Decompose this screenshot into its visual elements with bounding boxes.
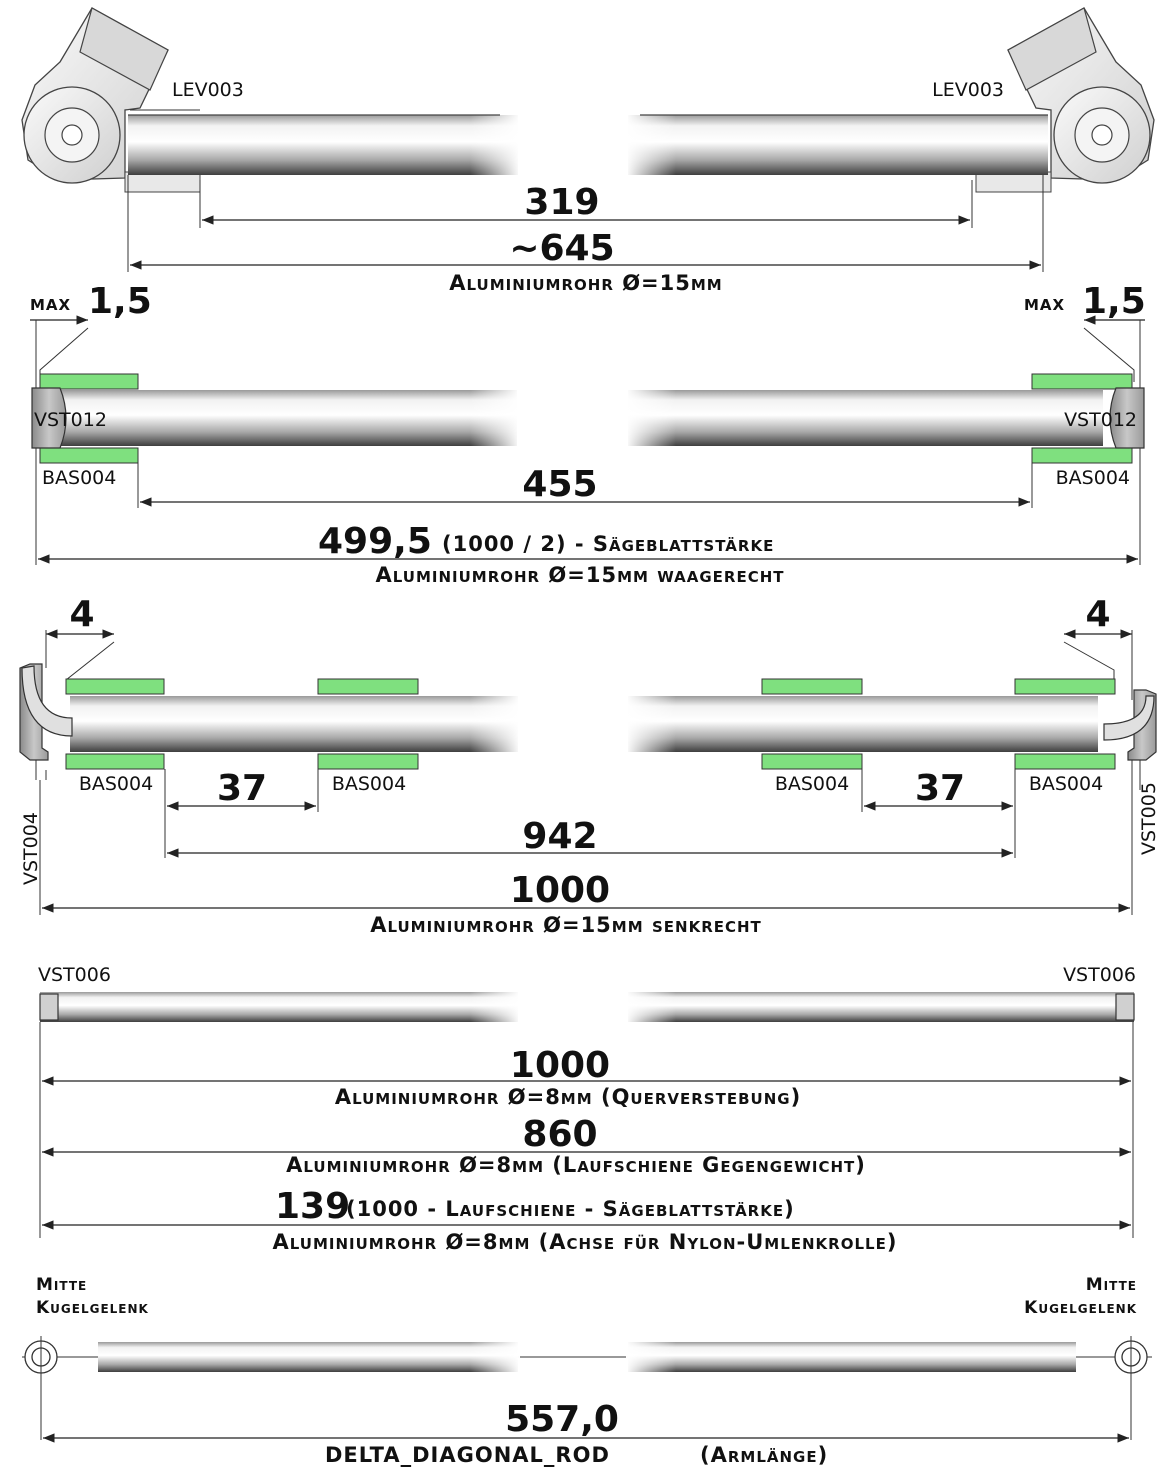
caption-section-4-1: Aluminiumrohr Ø=8mm (Querverstebung) bbox=[334, 1085, 802, 1109]
end-fitting-left bbox=[20, 664, 72, 780]
lev003-label-right: LEV003 bbox=[932, 79, 1004, 101]
offset-4-left: 4 bbox=[69, 594, 95, 635]
bushing-3-top-3 bbox=[762, 679, 862, 694]
caption-section-1: Aluminiumrohr Ø=15mm bbox=[449, 271, 723, 295]
vst006-label-left: VST006 bbox=[38, 964, 111, 986]
max-value-left: 1,5 bbox=[88, 281, 152, 322]
dim-942: 942 bbox=[522, 816, 598, 857]
bushing-3-bottom-2 bbox=[318, 754, 418, 769]
vst004-label: VST004 bbox=[20, 812, 42, 885]
dim-37-right: 37 bbox=[914, 768, 966, 809]
bushing-3-top-1 bbox=[66, 679, 164, 694]
ball-joint-right bbox=[1115, 1336, 1147, 1440]
max-prefix-left: max bbox=[30, 291, 72, 316]
max-value-right: 1,5 bbox=[1082, 281, 1146, 322]
bas004-label-right: BAS004 bbox=[1055, 467, 1130, 489]
bushing-3-top-2 bbox=[318, 679, 418, 694]
dim-1000-section4: 1000 bbox=[509, 1045, 611, 1086]
bushing-bottom-right bbox=[1032, 448, 1132, 463]
bushing-3-bottom-4 bbox=[1015, 754, 1115, 769]
section-2-horizontal-tube bbox=[30, 281, 1146, 587]
bas004-label-3-3: BAS004 bbox=[774, 773, 850, 795]
bushing-3-bottom-1 bbox=[66, 754, 164, 769]
dim-499-5: 499,5 bbox=[318, 521, 432, 562]
section-4-thin-tubes bbox=[38, 964, 1136, 1254]
end-plug-left bbox=[40, 994, 58, 1020]
vst012-label-left: VST012 bbox=[34, 409, 107, 431]
offset-4-right: 4 bbox=[1085, 594, 1111, 635]
vst012-label-right: VST012 bbox=[1064, 409, 1137, 431]
caption-section-2: Aluminiumrohr Ø=15mm waagerecht bbox=[375, 563, 785, 587]
mitte-label-left: Mitte bbox=[36, 1275, 88, 1295]
kugelgelenk-label-right: Kugelgelenk bbox=[1024, 1298, 1137, 1318]
dim-139: 139 bbox=[275, 1186, 351, 1227]
section-5-diagonal-rod bbox=[22, 1275, 1152, 1467]
bas004-label-3-2: BAS004 bbox=[331, 773, 407, 795]
mitte-label-right: Mitte bbox=[1085, 1275, 1137, 1295]
dim-455: 455 bbox=[522, 464, 598, 505]
dim-557: 557,0 bbox=[505, 1399, 619, 1440]
dim-645: ~645 bbox=[509, 228, 615, 269]
caption-section-4-3: Aluminiumrohr Ø=8mm (Achse für Nylon-Umlenkrolle) bbox=[272, 1230, 898, 1254]
bushing-top-right bbox=[1032, 374, 1132, 389]
vst006-label-right: VST006 bbox=[1063, 964, 1136, 986]
dim-319: 319 bbox=[524, 182, 600, 223]
lev003-label-left: LEV003 bbox=[172, 79, 244, 101]
bas004-label-3-1: BAS004 bbox=[78, 773, 154, 795]
dim-860: 860 bbox=[522, 1114, 598, 1155]
bas004-label-left: BAS004 bbox=[42, 467, 117, 489]
bushing-top-left bbox=[40, 374, 138, 389]
caption-section-4-2: Aluminiumrohr Ø=8mm (Laufschiene Gegengewicht) bbox=[286, 1153, 866, 1177]
section-1-lever-tube bbox=[22, 8, 1154, 295]
bushing-bottom-left bbox=[40, 448, 138, 463]
bushing-3-bottom-3 bbox=[762, 754, 862, 769]
end-plug-right bbox=[1116, 994, 1134, 1020]
bas004-label-3-4: BAS004 bbox=[1028, 773, 1104, 795]
caption-name-section-5: DELTA_DIAGONAL_ROD bbox=[325, 1443, 610, 1467]
vst005-label: VST005 bbox=[1138, 782, 1160, 855]
kugelgelenk-label-left: Kugelgelenk bbox=[36, 1298, 149, 1318]
max-prefix-right: max bbox=[1024, 291, 1066, 316]
tube-15mm bbox=[128, 110, 1048, 180]
bushing-3-top-4 bbox=[1015, 679, 1115, 694]
dim-1000-section3: 1000 bbox=[509, 870, 611, 911]
dim-499-5-note: (1000 / 2) - Sägeblattstärke bbox=[442, 532, 775, 556]
dim-37-left: 37 bbox=[216, 768, 268, 809]
ball-joint-left bbox=[25, 1336, 57, 1440]
end-fitting-right bbox=[1104, 690, 1156, 790]
tube-vertical bbox=[70, 692, 1098, 756]
caption-note-section-5: (Armlänge) bbox=[700, 1443, 829, 1467]
section-3-vertical-tube bbox=[20, 594, 1160, 937]
caption-section-3: Aluminiumrohr Ø=15mm senkrecht bbox=[370, 913, 762, 937]
dim-139-note: (1000 - Laufschiene - Sägeblattstärke) bbox=[346, 1197, 795, 1221]
tube-horizontal bbox=[45, 386, 1103, 450]
tube-8mm bbox=[40, 988, 1134, 1026]
